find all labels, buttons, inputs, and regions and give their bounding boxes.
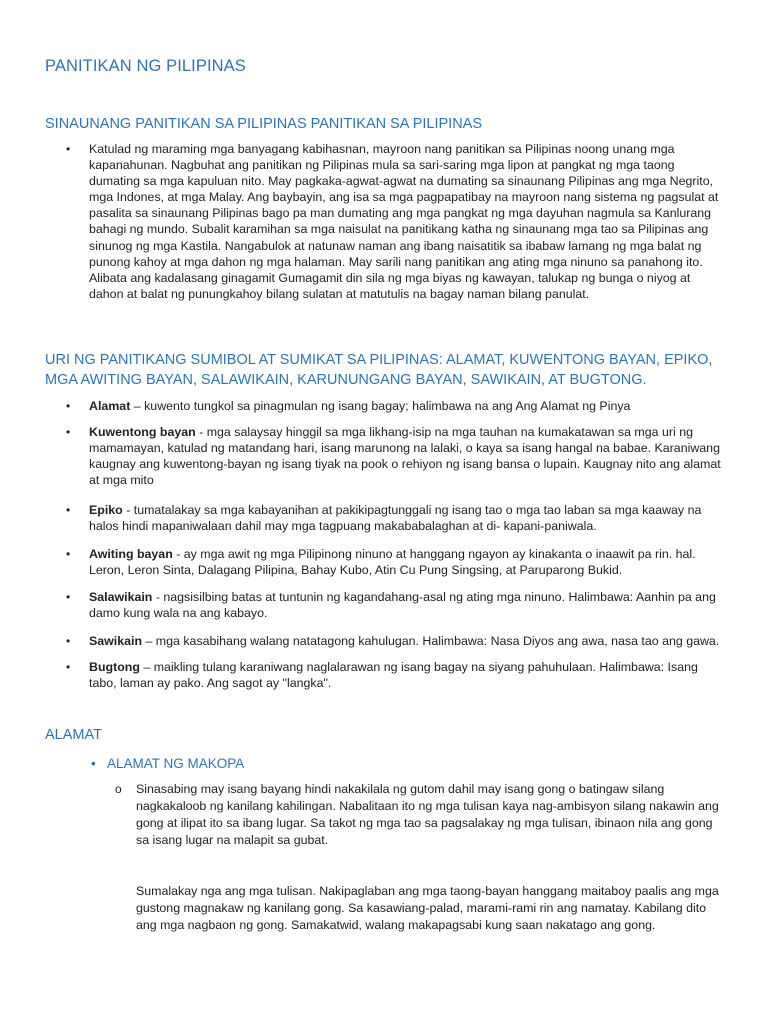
subheading-alamat-ng-makopa bbox=[91, 756, 244, 771]
bullet-icon: • bbox=[91, 756, 96, 771]
list-item-text: - nagsisilbing batas at tuntunin ng kagandahang-asal ng ating mga ninuno. Halimbawa: Aanhin pa ang damo kung wala na ang kabayo. bbox=[89, 590, 716, 621]
list-item-term: Alamat bbox=[89, 399, 131, 413]
story-paragraph-list bbox=[115, 781, 725, 849]
list-item-term: Salawikain bbox=[89, 590, 153, 604]
list-item-alamat bbox=[66, 398, 726, 414]
list-item-text: – maikling tulang karaniwang naglalarawan ng isang bagay na siyang pahuhulaan. Halimbawa: Isang tabo, laman ay pako. Ang sagot ay "langka". bbox=[89, 660, 698, 691]
bullet-icon: • bbox=[66, 503, 71, 517]
story-paragraph-1: Sinasabing may isang bayang hindi nakakilala ng gutom dahil may isang gong o batingaw silang nagkakaloob ng kanilang kahilingan. Nabalitaan ito ng mga tulisan kaya nag-ambisyon silang nakawin ang gong at ilipat ito sa ibang lugar. Sa takot ng mga tao sa pagsalakay ng mga tulisan, ibinaon nila ang gong sa isang lugar na malapit sa gubat. bbox=[136, 782, 719, 847]
list-item-term: Bugtong bbox=[89, 660, 140, 674]
bullet-icon: • bbox=[66, 590, 71, 604]
section-heading-sinaunang-panitikan: SINAUNANG PANITIKAN SA PILIPINAS PANITIKAN SA PILIPINAS bbox=[45, 116, 483, 132]
list-block bbox=[66, 659, 726, 691]
list-item-text: – kuwento tungkol sa pinagmulan ng isang bagay; halimbawa na ang Ang Alamat ng Pinya bbox=[130, 399, 631, 413]
list-item-text: - mga salaysay hinggil sa mga likhang-isip na mga tauhan na kumakatawan sa mga uri ng mamamayan, katulad ng matandang hari, isang marunong na lalaki, o kaya sa isang hangal na babae. Karaniwang kaugnay ang kuwentong-bayan ng isang tiyak na pook o rehiyon ng isang bansa o lupain. Kaugnay nito ang alamat at mga mito bbox=[89, 425, 721, 488]
bullet-icon: • bbox=[66, 142, 71, 156]
section1-bullet-list bbox=[66, 141, 726, 302]
list-item-kuwentong-bayan bbox=[66, 424, 726, 488]
bullet-icon: • bbox=[66, 634, 71, 648]
list-item-term: Epiko bbox=[89, 503, 123, 517]
list-block bbox=[66, 589, 726, 621]
list-block bbox=[66, 546, 726, 578]
list-item-awiting-bayan bbox=[66, 546, 726, 578]
story-paragraph-2: Sumalakay nga ang mga tulisan. Nakipaglaban ang mga taong-bayan hanggang maitaboy paalis ang mga gustong magnakaw ng kanilang gong. Sa kasawiang-palad, marami-rami rin ang namatay. Kabilang dito ang mga nagbaon ng gong. Samakatwid, walang makapagsabi kung saan nakatago ang gong. bbox=[136, 884, 719, 932]
list-item-text: - tumatalakay sa mga kabayanihan at pakikipagtunggali ng isang tao o mga tao laban sa mga kaaway na halos hindi mapaniwalaan dahil may mga tagpuang makababalaghan at di- kapani-paniwala. bbox=[89, 503, 702, 534]
subheading-label: ALAMAT NG MAKOPA bbox=[107, 756, 245, 771]
list-item-term: Kuwentong bayan bbox=[89, 425, 196, 439]
list-item-text: - ay mga awit ng mga Pilipinong ninuno at hanggang ngayon ay kinakanta o inaawit pa rin. hal. Leron, Leron Sinta, Dalagang Pilipina, Bahay Kubo, Atin Cu Pung Singsing, at Paruparong Bukid. bbox=[89, 547, 696, 578]
list-item-salawikain bbox=[66, 589, 726, 621]
list-block bbox=[66, 424, 726, 488]
section-heading-alamat: ALAMAT bbox=[45, 727, 102, 743]
list-item-term: Awiting bayan bbox=[89, 547, 173, 561]
section-heading-uri-ng-panitikan: URI NG PANITIKANG SUMIBOL AT SUMIKAT SA PILIPINAS: ALAMAT, KUWENTONG BAYAN, EPIKO, MGA AWITING BAYAN, SALAWIKAIN, KARUNUNGANG BAYAN, SAWIKAIN, AT BUGTONG. bbox=[45, 352, 713, 388]
circle-bullet-icon: o bbox=[115, 782, 122, 796]
list-block bbox=[66, 502, 726, 534]
bullet-icon: • bbox=[66, 660, 71, 674]
list-item-epiko bbox=[66, 502, 726, 534]
list-item bbox=[115, 781, 725, 849]
list-item-sawikain bbox=[66, 633, 726, 649]
list-block bbox=[66, 633, 726, 649]
bullet-icon: • bbox=[66, 425, 71, 439]
list-item-text: Katulad ng maraming mga banyagang kabihasnan, mayroon nang panitikan sa Pilipinas noong unang mga kapanahunan. Nagbuhat ang panitikan ng Pilipinas mula sa sari-saring mga lipon at pangkat ng mga taong dumating sa mga kapuluan nito. May pagkaka-agwat-agwat na dumating sa sinaunang Pilipinas ang mga Negrito, mga Indones, at mga Malay. Ang baybayin, ang isa sa mga pagpapatibay na mayroon nang sistema ng pagsulat at pasalita sa sinaunang Pilipinas bago pa man dumating ang mga pangkat ng mga dayuhan nagmula sa Kanlurang bahagi ng mundo. Subalit karamihan sa mga naisulat na panitikang katha ng sinaunang mga tao sa Pilipinas ang sinunog ng mga Kastila. Nangabulok at natunaw naman ang ibang naisatitik sa ibabaw lamang ng mga balat ng punong kahoy at mga dahon ng mga halaman. May sarili nang panitikan ang ating mga ninuno sa panahong ito. Alibata ang kadalasang ginagamit Gumagamit din sila ng mga biyas ng kawayan, talukap ng bunga o niyog at dahon at balat ng punungkahoy bilang sulatan at matutulis na bagay naman bilang panulat. bbox=[89, 142, 719, 301]
list-item-bugtong bbox=[66, 659, 726, 691]
bullet-icon: • bbox=[66, 399, 71, 413]
bullet-icon: • bbox=[66, 547, 71, 561]
page-title: PANITIKAN NG PILIPINAS bbox=[45, 57, 246, 75]
list-item-text: – mga kasabihang walang natatagong kahulugan. Halimbawa: Nasa Diyos ang awa, nasa tao ang gawa. bbox=[142, 634, 720, 648]
section2-bullet-list bbox=[66, 398, 726, 414]
list-item-term: Sawikain bbox=[89, 634, 143, 648]
list-item bbox=[66, 141, 726, 302]
